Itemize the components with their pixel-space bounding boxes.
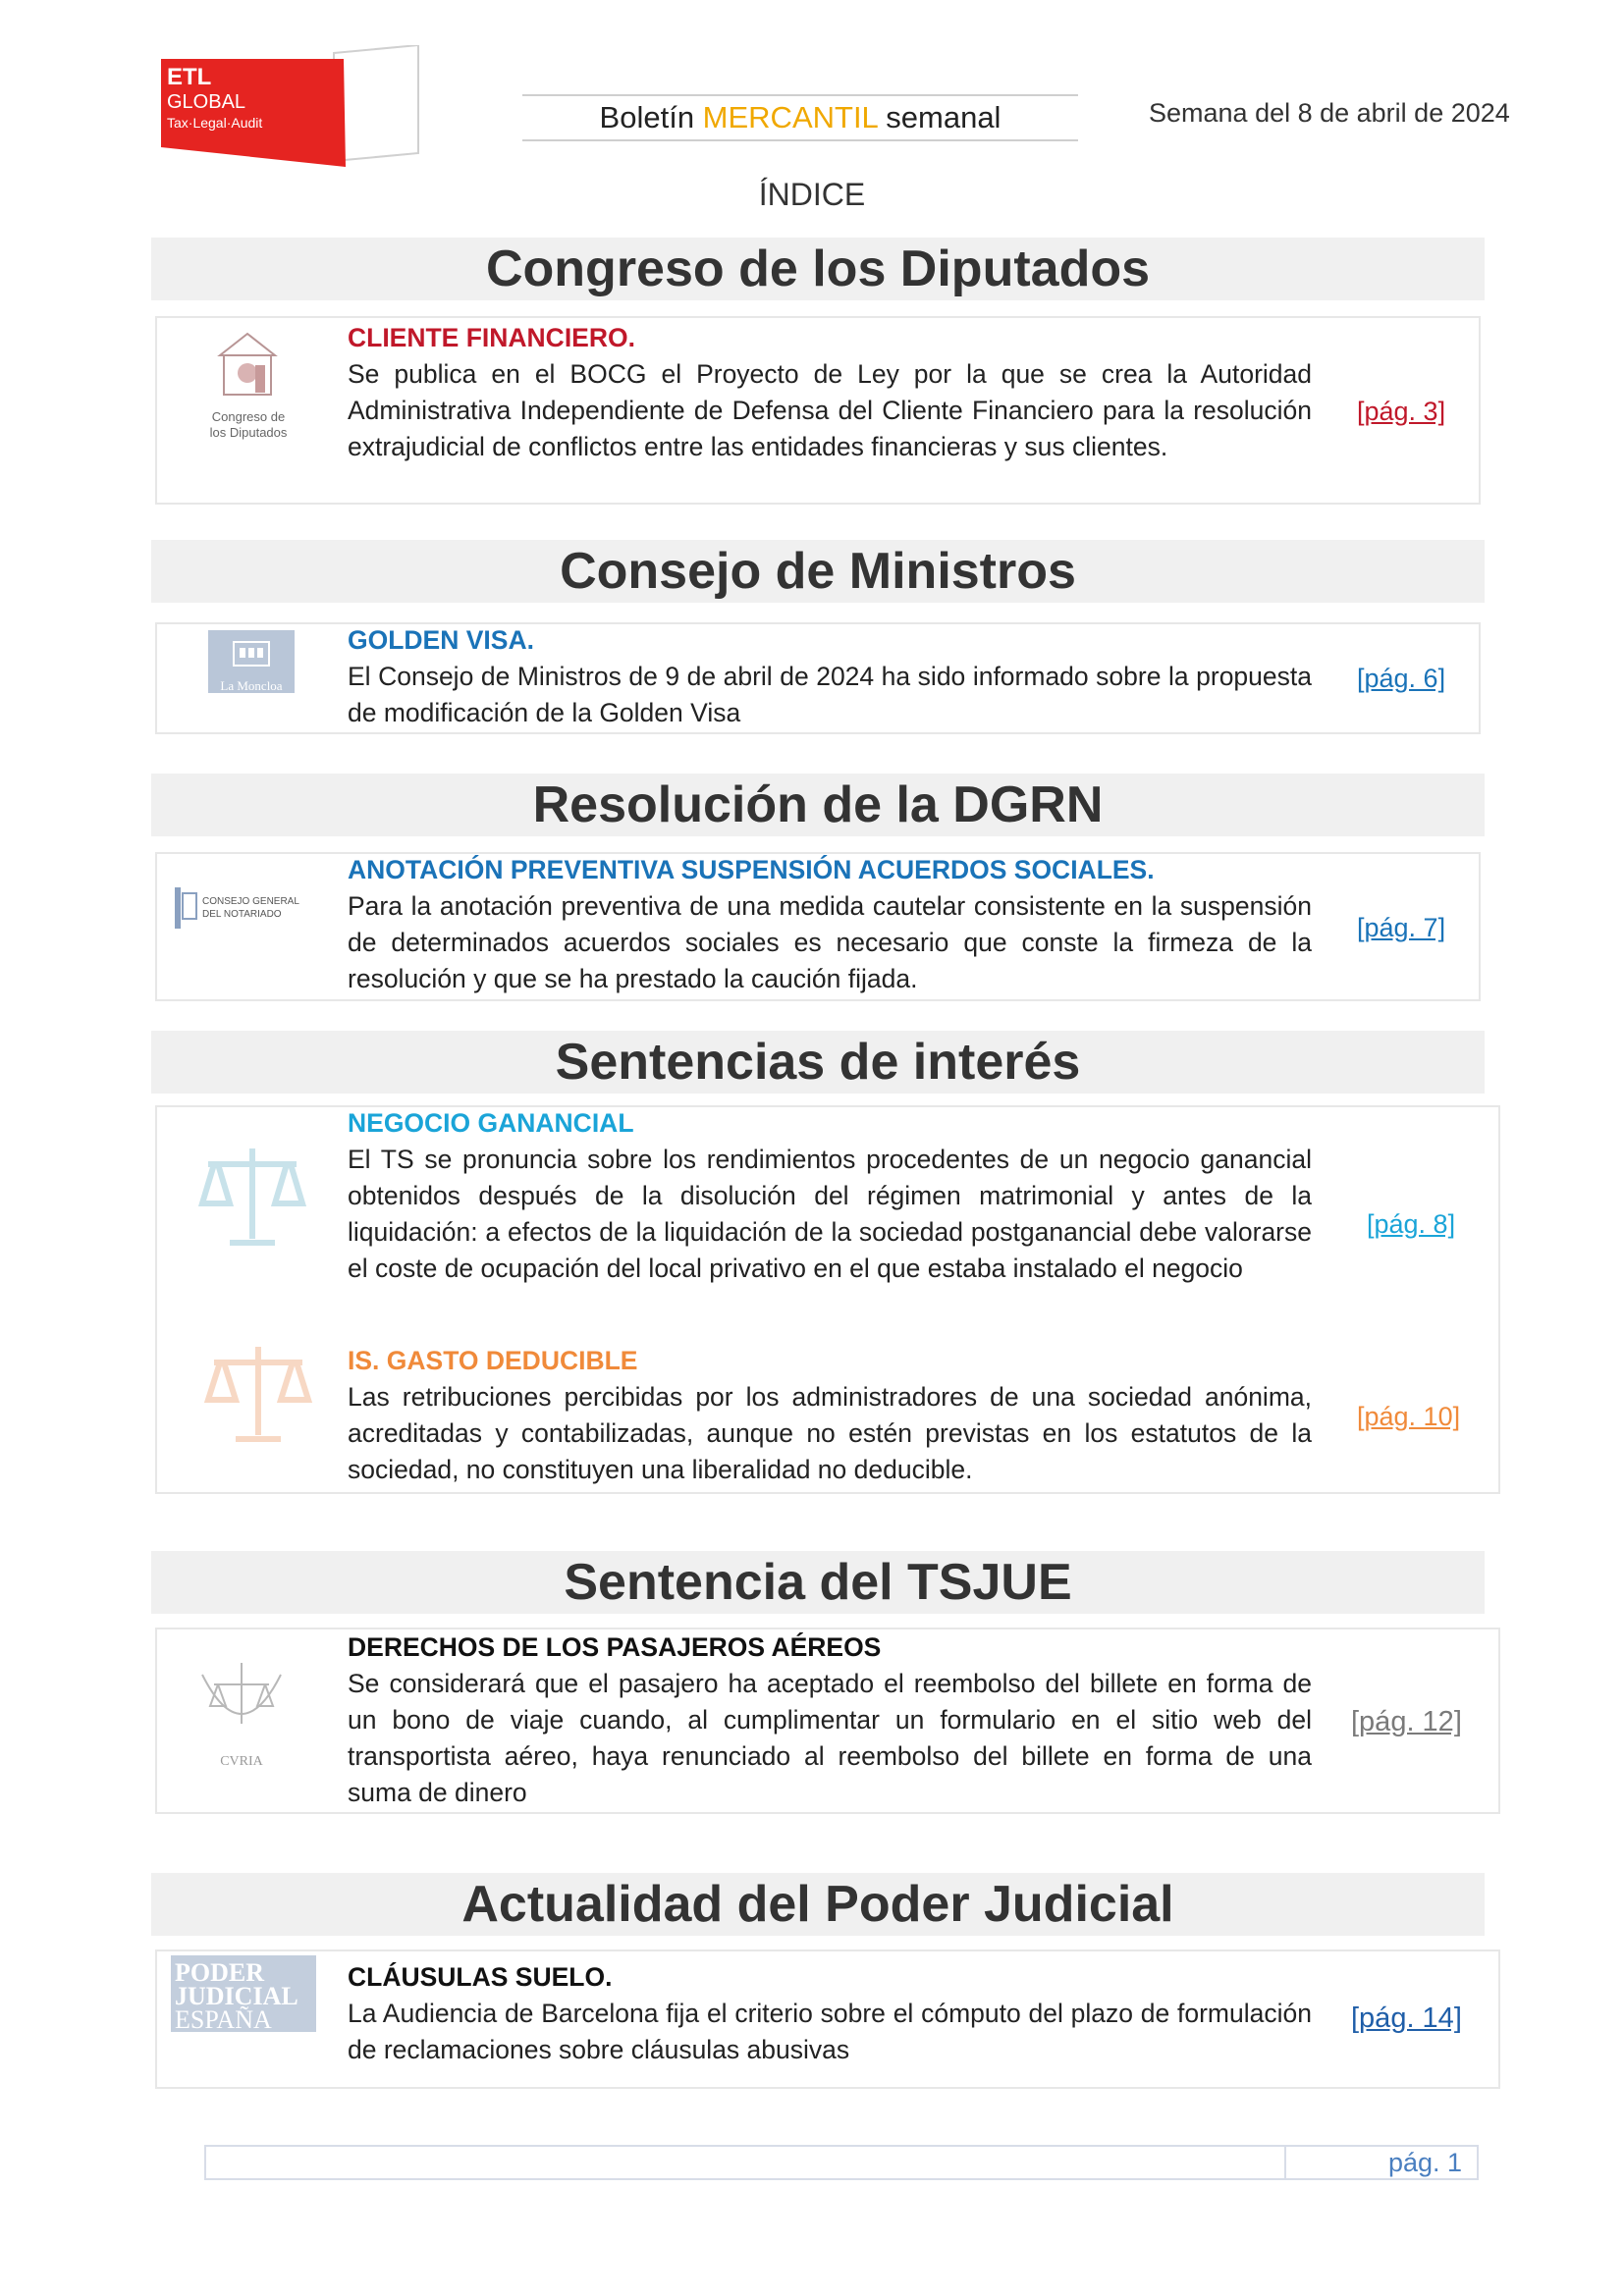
page-ref-link[interactable]: [pág. 12] [1351, 1706, 1462, 1737]
entry-body: El TS se pronuncia sobre los rendimientos procedentes de un negocio ganancial obtenidos después de la disolución del régimen matrimonial y antes de la liquidación: a efectos de la liquidación de la sociedad postganancial debe valorarse el coste de ocupación del local privativo en el que estaba instalado el negocio [348, 1145, 1312, 1283]
la-moncloa-logo [208, 630, 295, 693]
page-ref-link[interactable]: [pág. 10] [1357, 1402, 1461, 1431]
section-heading-dgrn: Resolución de la DGRN [151, 774, 1485, 836]
entry-text-anotacion-preventiva [348, 852, 1312, 997]
entry-body: Para la anotación preventiva de una medida cautelar consistente en la suspensión de determinados acuerdos sociales es necesario que conste la firmeza de la resolución y que se ha prestado la caución fijada. [348, 891, 1312, 993]
section-heading-sentencias: Sentencias de interés [151, 1031, 1485, 1094]
scales-of-justice-icon [202, 1341, 315, 1454]
scales-of-justice-icon [196, 1141, 309, 1259]
logo-text: ESPAÑA [175, 2005, 272, 2034]
section-heading-poder-judicial: Actualidad del Poder Judicial [151, 1873, 1485, 1936]
index-title: ÍNDICE [758, 177, 866, 212]
logo-line1: GLOBAL [167, 91, 246, 113]
entry-heading: CLÁUSULAS SUELO. [348, 1962, 613, 1992]
logo-text: JUDICIAL [175, 1982, 298, 2010]
entry-text-cliente-financiero [348, 320, 1312, 465]
section-heading-consejo-ministros: Consejo de Ministros [151, 540, 1485, 603]
logo-text: CVRIA [220, 1754, 263, 1769]
consejo-general-notariado-logo [173, 883, 330, 942]
entry-text-clausulas-suelo [348, 1959, 1312, 2068]
entry-text-golden-visa [348, 622, 1312, 731]
entry-text-negocio-ganancial [348, 1105, 1312, 1287]
logo-text: CONSEJO GENERAL [202, 896, 299, 907]
section-heading-tsjue: Sentencia del TSJUE [151, 1551, 1485, 1614]
page-ref-link[interactable]: [pág. 6] [1357, 664, 1446, 693]
entry-heading: CLIENTE FINANCIERO. [348, 323, 635, 352]
entry-body: Se publica en el BOCG el Proyecto de Ley por la que se crea la Autoridad Administrativa Independiente de Defensa del Cliente Financiero para la resolución extrajudicial de conflictos entre las entidades financieras y sus clientes. [348, 359, 1312, 461]
congreso-diputados-logo [194, 326, 302, 454]
entry-heading: IS. GASTO DEDUCIBLE [348, 1346, 638, 1375]
entry-body: Se considerará que el pasajero ha aceptado el reembolso del billete en forma de un bono de viaje cuando, al cumplimentar un formulario en el sitio web del transportista aéreo, haya renunciado al reembolso del billete en forma de una suma de dinero [348, 1669, 1312, 1807]
logo-text: PODER [175, 1958, 264, 1987]
page-ref-link[interactable]: [pág. 14] [1351, 2002, 1462, 2034]
logo-text: DEL NOTARIADO [202, 909, 282, 920]
footer-divider [1284, 2145, 1286, 2180]
footer-box [204, 2145, 1479, 2180]
entry-heading: ANOTACIÓN PREVENTIVA SUSPENSIÓN ACUERDOS SOCIALES. [348, 855, 1155, 884]
logo-brand: ETL [167, 64, 212, 90]
entry-body: La Audiencia de Barcelona fija el criterio sobre el cómputo del plazo de formulación de reclamaciones sobre cláusulas abusivas [348, 1999, 1312, 2064]
etl-global-logo [157, 45, 422, 171]
section-heading-congreso: Congreso de los Diputados [151, 238, 1485, 300]
title-prefix: Boletín [599, 100, 703, 134]
entry-heading: DERECHOS DE LOS PASAJEROS AÉREOS [348, 1632, 882, 1662]
page-ref-link[interactable]: [pág. 3] [1357, 397, 1446, 426]
logo-line2: Tax·Legal·Audit [167, 115, 263, 131]
bulletin-title [522, 94, 1078, 141]
logo-text: los Diputados [209, 425, 288, 440]
entry-body: El Consejo de Ministros de 9 de abril de 2024 ha sido informado sobre la propuesta de modificación de la Golden Visa [348, 662, 1312, 727]
page-ref-link[interactable]: [pág. 7] [1357, 913, 1446, 942]
title-suffix: semanal [877, 100, 1001, 134]
entry-text-pasajeros-aereos [348, 1629, 1312, 1811]
page-number: pág. 1 [1388, 2148, 1463, 2177]
poder-judicial-logo [171, 1955, 316, 2032]
logo-text: La Moncloa [220, 678, 283, 693]
curia-logo [192, 1655, 291, 1773]
page-ref-link[interactable]: [pág. 8] [1367, 1209, 1456, 1239]
entry-heading: NEGOCIO GANANCIAL [348, 1108, 634, 1138]
entry-heading: GOLDEN VISA. [348, 625, 534, 655]
week-date: Semana del 8 de abril de 2024 [1149, 98, 1510, 128]
title-accent: MERCANTIL [702, 100, 878, 134]
logo-text: Congreso de [211, 409, 286, 424]
entry-text-gasto-deducible [348, 1343, 1312, 1488]
entry-body: Las retribuciones percibidas por los administradores de una sociedad anónima, acreditadas y contabilizadas, aunque no estén previstas en los estatutos de la sociedad, no constituyen una liberalidad no deducible. [348, 1382, 1312, 1484]
